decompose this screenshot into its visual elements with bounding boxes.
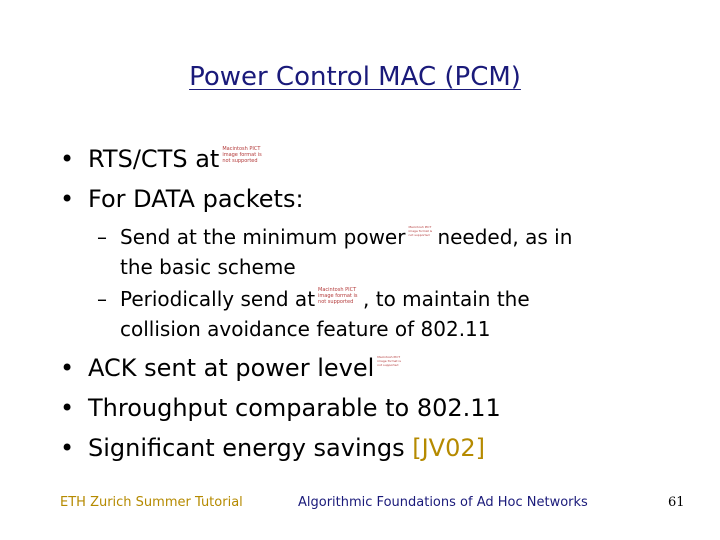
- citation-link[interactable]: [JV02]: [412, 434, 485, 462]
- bullet-energy-savings: [60, 433, 485, 463]
- bullet-rts-cts: [60, 144, 267, 174]
- page-number: 61: [668, 495, 685, 510]
- sub-bullet-minimum-power: [97, 222, 572, 252]
- sub-bullet-continuation: the basic scheme: [120, 255, 296, 279]
- bullet-text: For DATA packets:: [88, 185, 304, 213]
- footer-left: ETH Zurich Summer Tutorial: [60, 495, 243, 510]
- sub-bullet-dash: –: [97, 287, 107, 311]
- bullet-dot: •: [60, 434, 75, 462]
- sub-bullet-text-after: needed, as in: [437, 225, 573, 249]
- bullet-dot: •: [60, 354, 75, 382]
- bullet-dot: •: [60, 185, 75, 213]
- bullet-text: ACK sent at power level: [88, 354, 375, 382]
- bullet-throughput: [60, 393, 501, 423]
- bullet-ack: [60, 353, 406, 383]
- footer-center: Algorithmic Foundations of Ad Hoc Networks: [298, 495, 588, 510]
- slide-title: Power Control MAC (PCM): [189, 62, 521, 92]
- unsupported-image-placeholder: Macintosh PICT image format is not supported: [318, 286, 358, 305]
- bullet-text: RTS/CTS at: [88, 145, 220, 173]
- unsupported-image-placeholder: Macintosh PICT image format is not supported: [222, 146, 262, 164]
- sub-bullet-dash: –: [97, 225, 107, 249]
- unsupported-image-placeholder: Macintosh PICT image format is not supported: [408, 224, 433, 237]
- bullet-dot: •: [60, 394, 75, 422]
- bullet-dot: •: [60, 145, 75, 173]
- sub-bullet-continuation: collision avoidance feature of 802.11: [120, 317, 491, 341]
- sub-bullet-text-after: , to maintain the: [363, 287, 530, 311]
- bullet-text: Significant energy savings: [88, 434, 405, 462]
- sub-bullet-text: Periodically send at: [120, 287, 316, 311]
- bullet-text: Throughput comparable to 802.11: [88, 394, 501, 422]
- sub-bullet-text: Send at the minimum power: [120, 225, 406, 249]
- sub-bullet-periodically: [97, 284, 530, 314]
- unsupported-image-placeholder: Macintosh PICT image format is not supported: [377, 355, 401, 367]
- bullet-data-packets: [60, 184, 304, 214]
